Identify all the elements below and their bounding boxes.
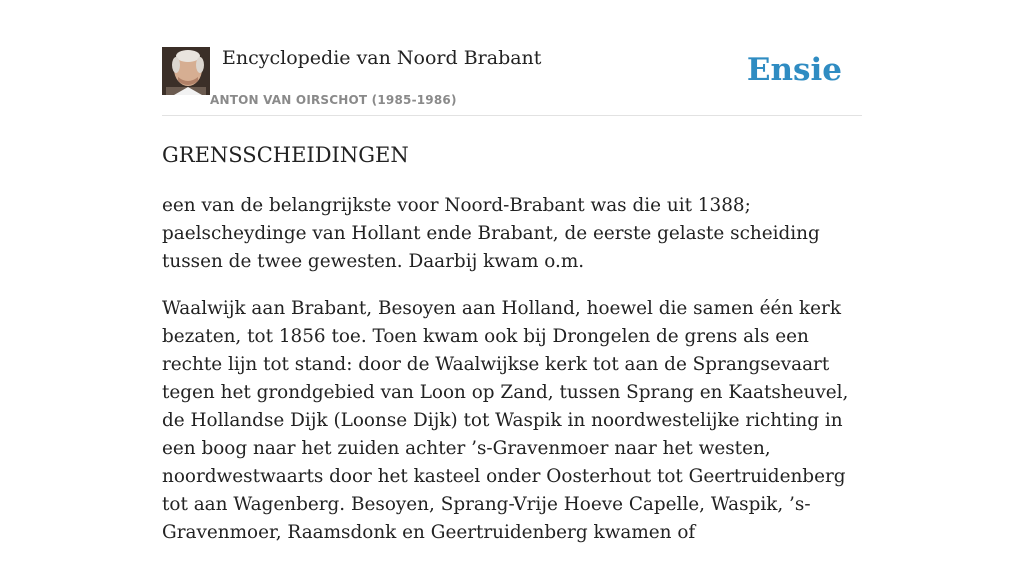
author-avatar[interactable]: [162, 47, 210, 95]
entry-body: [162, 192, 872, 566]
portrait-icon: [162, 47, 210, 95]
entry-paragraph: een van de belangrijkste voor Noord-Brabant was die uit 1388; paelscheydinge van Hollant ende Brabant, de eerste gelaste scheiding tussen de twee gewesten. Daarbij kwam o.m.: [162, 195, 820, 272]
entry-paragraph: Waalwijk aan Brabant, Besoyen aan Holland, hoewel die samen één kerk bezaten, tot 1856 toe. Toen kwam ook bij Drongelen de grens als een rechte lijn tot stand: door de Waalwijkse kerk tot aan de Sprangsevaart tegen het grondgebied van Loon op Zand, tussen Sprang en Kaatsheuvel, de Hollandse Dijk (Loonse Dijk) tot Waspik in noordwestelijke richting in een boog naar het zuiden achter ’s-Gravenmoer naar het westen, noordwestwaarts door het kasteel onder Oosterhout tot Geertruidenberg tot aan Wagenberg. Besoyen, Sprang-Vrije Hoeve Capelle, Waspik, ’s-Gravenmoer, Raamsdonk en Geertruidenberg kwamen of: [162, 298, 849, 543]
header: [162, 46, 862, 116]
author-name[interactable]: ANTON VAN OIRSCHOT (1985-1986): [210, 93, 457, 107]
source-title[interactable]: Encyclopedie van Noord Brabant: [222, 47, 542, 69]
ensie-logo[interactable]: Ensie: [746, 52, 842, 88]
entry-title: GRENSSCHEIDINGEN: [162, 143, 409, 167]
